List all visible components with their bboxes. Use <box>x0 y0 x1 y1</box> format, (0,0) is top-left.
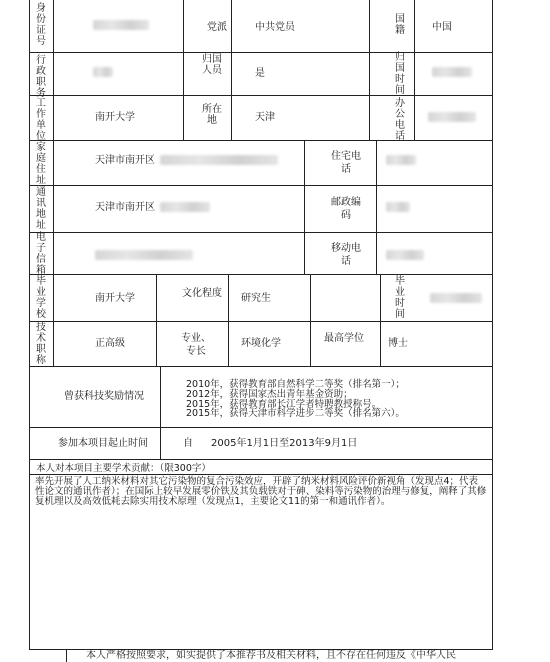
returnee-value: 是 <box>255 68 265 79</box>
row-line <box>29 185 493 186</box>
declaration-text: 本人严格按照要求，如实提供了本推荐书及相关材料，且不存在任何违反《中华人民 <box>86 650 456 661</box>
returnee-label: 归国人员 <box>202 54 222 76</box>
id-label: 身份证号 <box>36 3 46 47</box>
col-line <box>183 0 184 141</box>
row-line <box>29 52 493 53</box>
party-label: 党派 <box>207 22 227 33</box>
row-line <box>29 95 493 96</box>
mobile-label: 移动电话 <box>331 243 361 267</box>
period-label: 参加本项目起止时间 <box>58 438 148 449</box>
table-border-left <box>29 0 30 650</box>
edu-value: 研究生 <box>241 293 271 304</box>
mail-addr-redacted <box>160 202 210 212</box>
postcode-redacted <box>386 202 410 212</box>
office-phone-redacted <box>428 112 476 122</box>
col-line <box>369 0 370 141</box>
col-line <box>156 274 157 367</box>
school-label: 毕业学校 <box>36 276 46 320</box>
tech-title-value: 正高级 <box>95 338 125 349</box>
major-label: 专业、专长 <box>181 333 211 357</box>
return-time-redacted <box>432 67 472 77</box>
party-value: 中共党员 <box>255 22 295 33</box>
period-range: 2005年1月1日至2013年9月1日 <box>211 438 358 449</box>
row-line <box>29 274 493 275</box>
contribution-heading: 本人对本项目主要学术贡献：（限300字） <box>36 463 211 474</box>
degree-label: 最高学位 <box>324 333 364 344</box>
title-label: 行政职务 <box>36 55 46 99</box>
declaration-col-line <box>66 649 67 662</box>
workplace-label: 工作单位 <box>36 98 46 142</box>
workplace-value: 南开大学 <box>95 112 135 123</box>
nationality-label: 国籍 <box>395 14 405 36</box>
row-line <box>29 321 493 322</box>
col-line <box>160 366 161 460</box>
award-line: 2015年，获得教育部长江学者特聘教授称号。 <box>186 399 382 410</box>
mail-addr-label: 通讯地址 <box>36 187 46 231</box>
email-redacted <box>95 250 193 260</box>
row-line <box>29 459 493 460</box>
col-line <box>376 140 377 275</box>
id-value-redacted <box>93 20 149 30</box>
col-line <box>53 0 54 367</box>
period-from-word: 自 <box>183 438 193 449</box>
return-time-label: 归国时间 <box>395 52 405 96</box>
home-phone-label: 住宅电话 <box>331 151 361 175</box>
title-value-redacted <box>93 67 113 77</box>
award-line: 2012年，获得国家杰出青年基金资助； <box>186 389 353 400</box>
col-line <box>380 274 381 367</box>
award-line: 2015年，获得天津市科学进步二等奖（排名第六）。 <box>186 408 405 419</box>
row-line <box>29 140 493 141</box>
home-addr-value: 天津市南开区 <box>95 155 155 166</box>
awards-label: 曾获科技奖励情况 <box>64 391 144 402</box>
col-line <box>310 274 311 367</box>
tech-title-label: 技术职称 <box>36 322 46 366</box>
grad-time-label: 毕业时间 <box>395 276 405 320</box>
grad-time-redacted <box>430 293 482 303</box>
school-value: 南开大学 <box>95 293 135 304</box>
row-line <box>29 474 493 475</box>
home-addr-label: 家庭住址 <box>36 142 46 186</box>
mail-addr-value: 天津市南开区 <box>95 202 155 213</box>
col-line <box>228 274 229 367</box>
postcode-label: 邮政编码 <box>331 197 361 221</box>
degree-value: 博士 <box>388 338 408 349</box>
row-line <box>29 427 493 428</box>
contribution-text: 率先开展了人工纳米材料对其它污染物的复合污染效应，开辟了纳米材料风险评价新视角（发现点4；代表性论文的通讯作者）；在国际上较早发展零价铁及其负载铁对于砷、染料等污染物的治理与修复，阐释了其修复机理以及高效低耗去除实用技术原理（发现点1，主要论文11的第一和通讯作者）。 <box>35 476 487 507</box>
location-label: 所在地 <box>202 104 222 126</box>
edu-label: 文化程度 <box>182 288 222 299</box>
col-line <box>231 0 232 141</box>
award-line: 2010年，获得教育部自然科学二等奖（排名第一）； <box>186 379 405 390</box>
location-value: 天津 <box>255 112 275 123</box>
table-border-right <box>492 0 493 650</box>
home-phone-redacted <box>386 155 416 165</box>
email-label: 电子信箱 <box>36 232 46 276</box>
col-line <box>304 140 305 275</box>
col-line <box>414 0 415 141</box>
home-addr-redacted <box>160 155 278 165</box>
mobile-redacted <box>386 250 424 260</box>
major-value: 环境化学 <box>241 338 281 349</box>
row-line <box>29 366 493 367</box>
row-line <box>29 232 493 233</box>
office-phone-label: 办公电话 <box>395 98 405 142</box>
nationality-value: 中国 <box>432 22 452 33</box>
